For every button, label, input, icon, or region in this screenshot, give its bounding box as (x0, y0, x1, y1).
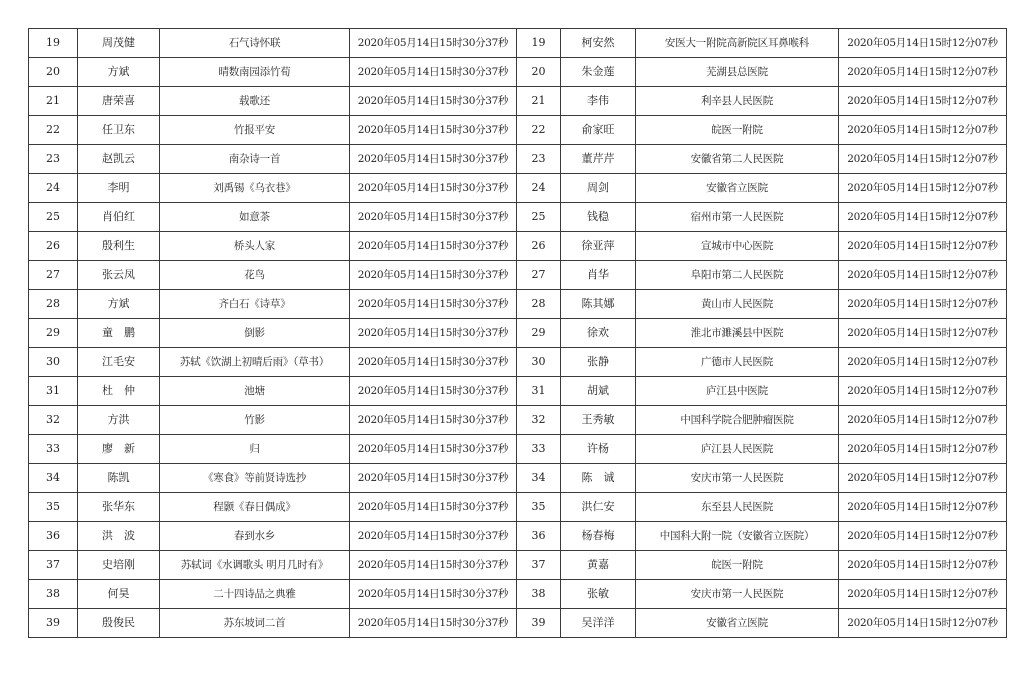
organization-cell: 东至县人民医院 (636, 493, 839, 522)
name-left-cell: 方洪 (78, 406, 160, 435)
name-right-cell: 周剑 (561, 174, 636, 203)
row-number-left: 24 (29, 174, 78, 203)
table-row (29, 348, 1007, 377)
row-number-right: 25 (517, 203, 561, 232)
name-right-cell: 陈其娜 (561, 290, 636, 319)
organization-cell: 安徽省立医院 (636, 174, 839, 203)
name-left-cell: 杜 仲 (78, 377, 160, 406)
row-number-left: 25 (29, 203, 78, 232)
table-row (29, 203, 1007, 232)
work-title-cell: 春到水乡 (160, 522, 350, 551)
table-body (29, 29, 1007, 638)
name-left-cell: 任卫东 (78, 116, 160, 145)
timestamp-right-cell: 2020年05月14日15时12分07秒 (839, 580, 1007, 609)
timestamp-right-cell: 2020年05月14日15时12分07秒 (839, 522, 1007, 551)
records-table (28, 28, 1007, 638)
timestamp-right-cell: 2020年05月14日15时12分07秒 (839, 493, 1007, 522)
name-left-cell: 殷俊民 (78, 609, 160, 638)
row-number-right: 24 (517, 174, 561, 203)
work-title-cell: 苏轼《饮湖上初晴后雨》（草书） (160, 348, 350, 377)
name-right-cell: 杨春梅 (561, 522, 636, 551)
timestamp-right-cell: 2020年05月14日15时12分07秒 (839, 174, 1007, 203)
timestamp-left-cell: 2020年05月14日15时30分37秒 (350, 261, 517, 290)
table-row (29, 377, 1007, 406)
row-number-right: 21 (517, 87, 561, 116)
table-row (29, 551, 1007, 580)
timestamp-right-cell: 2020年05月14日15时12分07秒 (839, 145, 1007, 174)
name-left-cell: 方斌 (78, 290, 160, 319)
row-number-right: 23 (517, 145, 561, 174)
timestamp-left-cell: 2020年05月14日15时30分37秒 (350, 145, 517, 174)
timestamp-right-cell: 2020年05月14日15时12分07秒 (839, 116, 1007, 145)
organization-cell: 黄山市人民医院 (636, 290, 839, 319)
work-title-cell: 倒影 (160, 319, 350, 348)
timestamp-left-cell: 2020年05月14日15时30分37秒 (350, 493, 517, 522)
name-left-cell: 殷利生 (78, 232, 160, 261)
row-number-left: 22 (29, 116, 78, 145)
name-right-cell: 朱金莲 (561, 58, 636, 87)
name-left-cell: 方斌 (78, 58, 160, 87)
name-right-cell: 洪仁安 (561, 493, 636, 522)
row-number-left: 38 (29, 580, 78, 609)
organization-cell: 广德市人民医院 (636, 348, 839, 377)
row-number-left: 30 (29, 348, 78, 377)
name-left-cell: 周茂健 (78, 29, 160, 58)
table-row (29, 435, 1007, 464)
name-left-cell: 廖 新 (78, 435, 160, 464)
table-row (29, 464, 1007, 493)
row-number-right: 34 (517, 464, 561, 493)
timestamp-right-cell: 2020年05月14日15时12分07秒 (839, 203, 1007, 232)
name-left-cell: 江毛安 (78, 348, 160, 377)
timestamp-right-cell: 2020年05月14日15时12分07秒 (839, 609, 1007, 638)
name-left-cell: 李明 (78, 174, 160, 203)
organization-cell: 安医大一附院高新院区耳鼻喉科 (636, 29, 839, 58)
timestamp-right-cell: 2020年05月14日15时12分07秒 (839, 290, 1007, 319)
work-title-cell: 苏轼词《水调歌头 明月几时有》 (160, 551, 350, 580)
timestamp-right-cell: 2020年05月14日15时12分07秒 (839, 348, 1007, 377)
name-right-cell: 钱稳 (561, 203, 636, 232)
name-right-cell: 黄嘉 (561, 551, 636, 580)
timestamp-left-cell: 2020年05月14日15时30分37秒 (350, 522, 517, 551)
timestamp-right-cell: 2020年05月14日15时12分07秒 (839, 87, 1007, 116)
organization-cell: 安庆市第一人民医院 (636, 580, 839, 609)
name-left-cell: 何昊 (78, 580, 160, 609)
timestamp-left-cell: 2020年05月14日15时30分37秒 (350, 377, 517, 406)
row-number-left: 33 (29, 435, 78, 464)
work-title-cell: 桥头人家 (160, 232, 350, 261)
name-right-cell: 肖华 (561, 261, 636, 290)
row-number-right: 31 (517, 377, 561, 406)
table-row (29, 174, 1007, 203)
row-number-right: 20 (517, 58, 561, 87)
organization-cell: 淮北市濉溪县中医院 (636, 319, 839, 348)
table-row (29, 29, 1007, 58)
timestamp-left-cell: 2020年05月14日15时30分37秒 (350, 319, 517, 348)
timestamp-right-cell: 2020年05月14日15时12分07秒 (839, 551, 1007, 580)
work-title-cell: 苏东坡词二首 (160, 609, 350, 638)
timestamp-left-cell: 2020年05月14日15时30分37秒 (350, 464, 517, 493)
work-title-cell: 池塘 (160, 377, 350, 406)
work-title-cell: 竹报平安 (160, 116, 350, 145)
row-number-right: 29 (517, 319, 561, 348)
table-row (29, 522, 1007, 551)
row-number-right: 36 (517, 522, 561, 551)
row-number-right: 38 (517, 580, 561, 609)
work-title-cell: 《寒食》等前贤诗选抄 (160, 464, 350, 493)
name-right-cell: 王秀敏 (561, 406, 636, 435)
work-title-cell: 载歌还 (160, 87, 350, 116)
name-right-cell: 李伟 (561, 87, 636, 116)
work-title-cell: 花鸟 (160, 261, 350, 290)
timestamp-left-cell: 2020年05月14日15时30分37秒 (350, 232, 517, 261)
organization-cell: 庐江县中医院 (636, 377, 839, 406)
row-number-left: 31 (29, 377, 78, 406)
organization-cell: 安徽省立医院 (636, 609, 839, 638)
work-title-cell: 晴数南园添竹荀 (160, 58, 350, 87)
timestamp-right-cell: 2020年05月14日15时12分07秒 (839, 464, 1007, 493)
table-row (29, 406, 1007, 435)
row-number-left: 34 (29, 464, 78, 493)
row-number-left: 32 (29, 406, 78, 435)
name-left-cell: 赵凯云 (78, 145, 160, 174)
name-right-cell: 胡斌 (561, 377, 636, 406)
organization-cell: 宣城市中心医院 (636, 232, 839, 261)
timestamp-right-cell: 2020年05月14日15时12分07秒 (839, 29, 1007, 58)
row-number-right: 33 (517, 435, 561, 464)
work-title-cell: 刘禹锡《乌衣巷》 (160, 174, 350, 203)
organization-cell: 安庆市第一人民医院 (636, 464, 839, 493)
row-number-left: 29 (29, 319, 78, 348)
table-row (29, 493, 1007, 522)
work-title-cell: 二十四诗品之典雅 (160, 580, 350, 609)
timestamp-left-cell: 2020年05月14日15时30分37秒 (350, 116, 517, 145)
organization-cell: 宿州市第一人民医院 (636, 203, 839, 232)
organization-cell: 安徽省第二人民医院 (636, 145, 839, 174)
work-title-cell: 南杂诗一首 (160, 145, 350, 174)
timestamp-right-cell: 2020年05月14日15时12分07秒 (839, 232, 1007, 261)
timestamp-right-cell: 2020年05月14日15时12分07秒 (839, 319, 1007, 348)
row-number-left: 37 (29, 551, 78, 580)
row-number-left: 19 (29, 29, 78, 58)
name-right-cell: 许杨 (561, 435, 636, 464)
timestamp-left-cell: 2020年05月14日15时30分37秒 (350, 580, 517, 609)
row-number-left: 28 (29, 290, 78, 319)
work-title-cell: 程颢《春日偶成》 (160, 493, 350, 522)
name-right-cell: 柯安然 (561, 29, 636, 58)
timestamp-right-cell: 2020年05月14日15时12分07秒 (839, 435, 1007, 464)
timestamp-left-cell: 2020年05月14日15时30分37秒 (350, 348, 517, 377)
timestamp-left-cell: 2020年05月14日15时30分37秒 (350, 290, 517, 319)
table-row (29, 116, 1007, 145)
table-row (29, 145, 1007, 174)
work-title-cell: 石气诗怀联 (160, 29, 350, 58)
name-right-cell: 董芹芹 (561, 145, 636, 174)
table-row (29, 261, 1007, 290)
name-right-cell: 陈 诚 (561, 464, 636, 493)
timestamp-left-cell: 2020年05月14日15时30分37秒 (350, 551, 517, 580)
organization-cell: 皖医一附院 (636, 116, 839, 145)
name-left-cell: 唐荣喜 (78, 87, 160, 116)
row-number-right: 27 (517, 261, 561, 290)
organization-cell: 皖医一附院 (636, 551, 839, 580)
work-title-cell: 齐白石《诗草》 (160, 290, 350, 319)
table-row (29, 290, 1007, 319)
timestamp-right-cell: 2020年05月14日15时12分07秒 (839, 406, 1007, 435)
row-number-left: 21 (29, 87, 78, 116)
work-title-cell: 如意茶 (160, 203, 350, 232)
row-number-right: 30 (517, 348, 561, 377)
row-number-right: 37 (517, 551, 561, 580)
organization-cell: 中国科学院合肥肿瘤医院 (636, 406, 839, 435)
table-row (29, 87, 1007, 116)
name-left-cell: 肖伯红 (78, 203, 160, 232)
timestamp-left-cell: 2020年05月14日15时30分37秒 (350, 174, 517, 203)
name-left-cell: 洪 波 (78, 522, 160, 551)
row-number-left: 27 (29, 261, 78, 290)
name-right-cell: 俞家旺 (561, 116, 636, 145)
name-left-cell: 张云凤 (78, 261, 160, 290)
table-row (29, 58, 1007, 87)
timestamp-left-cell: 2020年05月14日15时30分37秒 (350, 609, 517, 638)
name-right-cell: 张敏 (561, 580, 636, 609)
organization-cell: 阜阳市第二人民医院 (636, 261, 839, 290)
row-number-left: 23 (29, 145, 78, 174)
table-row (29, 580, 1007, 609)
row-number-right: 22 (517, 116, 561, 145)
row-number-right: 28 (517, 290, 561, 319)
organization-cell: 利辛县人民医院 (636, 87, 839, 116)
work-title-cell: 竹影 (160, 406, 350, 435)
row-number-right: 26 (517, 232, 561, 261)
row-number-left: 35 (29, 493, 78, 522)
name-left-cell: 张华东 (78, 493, 160, 522)
timestamp-left-cell: 2020年05月14日15时30分37秒 (350, 435, 517, 464)
organization-cell: 中国科大附一院（安徽省立医院） (636, 522, 839, 551)
timestamp-right-cell: 2020年05月14日15时12分07秒 (839, 58, 1007, 87)
name-right-cell: 徐亚萍 (561, 232, 636, 261)
timestamp-left-cell: 2020年05月14日15时30分37秒 (350, 58, 517, 87)
row-number-left: 26 (29, 232, 78, 261)
table-row (29, 319, 1007, 348)
timestamp-right-cell: 2020年05月14日15时12分07秒 (839, 261, 1007, 290)
timestamp-right-cell: 2020年05月14日15时12分07秒 (839, 377, 1007, 406)
row-number-right: 32 (517, 406, 561, 435)
name-right-cell: 吴洋洋 (561, 609, 636, 638)
name-left-cell: 史培刚 (78, 551, 160, 580)
name-right-cell: 徐欢 (561, 319, 636, 348)
organization-cell: 庐江县人民医院 (636, 435, 839, 464)
row-number-right: 19 (517, 29, 561, 58)
timestamp-left-cell: 2020年05月14日15时30分37秒 (350, 203, 517, 232)
row-number-right: 39 (517, 609, 561, 638)
timestamp-left-cell: 2020年05月14日15时30分37秒 (350, 87, 517, 116)
name-right-cell: 张静 (561, 348, 636, 377)
organization-cell: 芜湖县总医院 (636, 58, 839, 87)
timestamp-left-cell: 2020年05月14日15时30分37秒 (350, 29, 517, 58)
timestamp-left-cell: 2020年05月14日15时30分37秒 (350, 406, 517, 435)
work-title-cell: 归 (160, 435, 350, 464)
table-row (29, 232, 1007, 261)
table-row (29, 609, 1007, 638)
row-number-left: 39 (29, 609, 78, 638)
name-left-cell: 童 鹏 (78, 319, 160, 348)
name-left-cell: 陈凯 (78, 464, 160, 493)
row-number-left: 36 (29, 522, 78, 551)
row-number-left: 20 (29, 58, 78, 87)
row-number-right: 35 (517, 493, 561, 522)
